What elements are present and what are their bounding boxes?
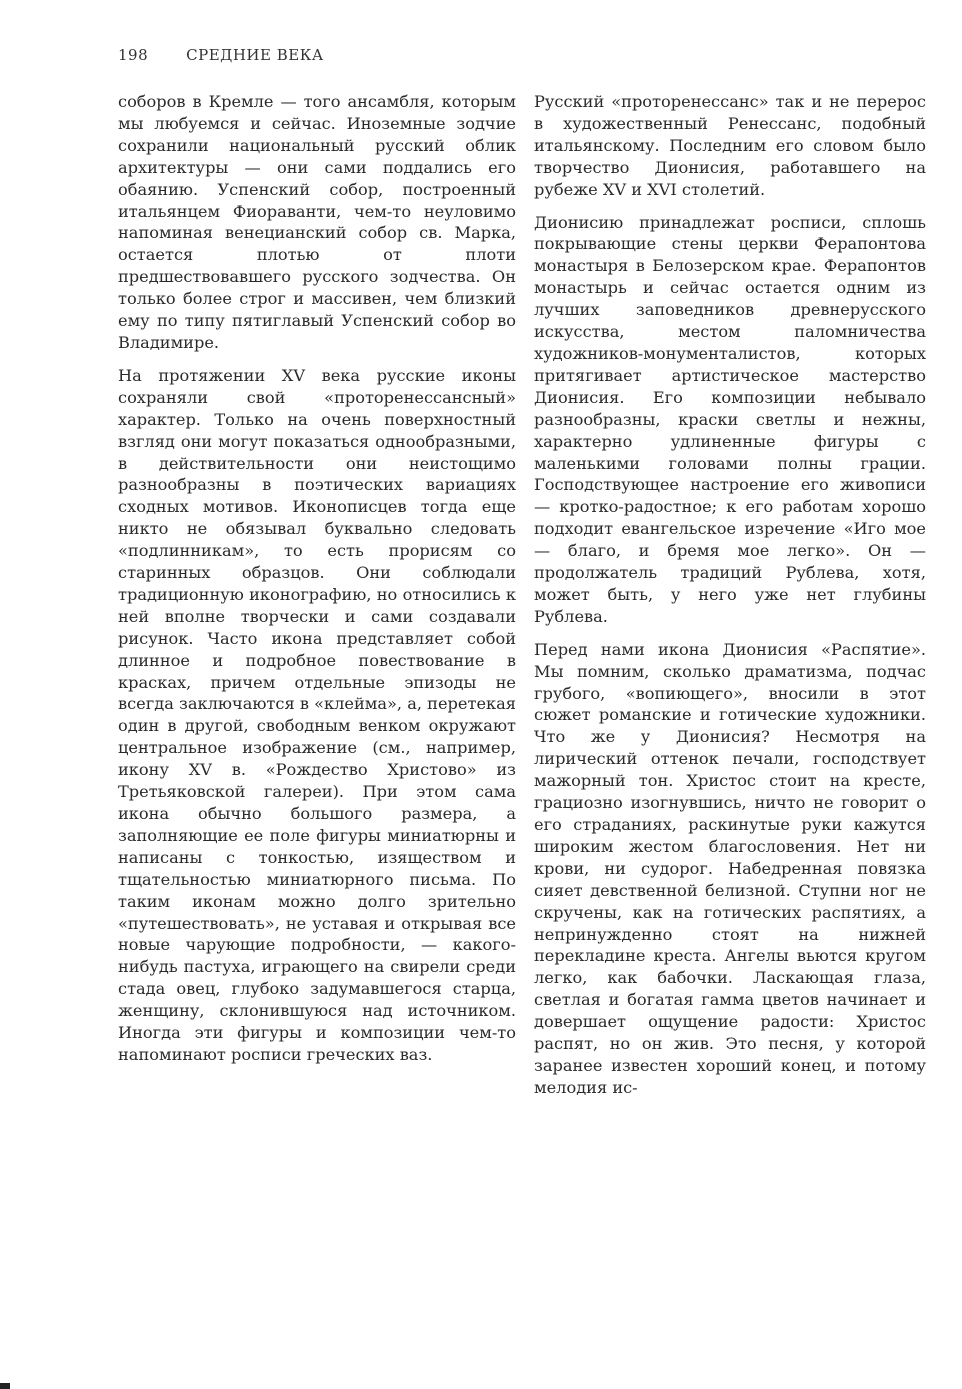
running-title: СРЕДНИЕ ВЕКА [186, 46, 324, 64]
paragraph: Дионисию принадлежат росписи, сплошь покрывающие стены церкви Ферапонтова монастыря в Белозерском крае. Ферапонтов монастырь и сейчас остается одним из лучших заповедников древнерусского искусства, местом паломничества художников-монументалистов, которых притягивает артистическое мастерство Дионисия. Его композиции небывало разнообразны, краски светлы и нежны, характерно удлиненные фигуры с маленькими головами полны грации. Господствующее настроение его живописи — кротко-радостное; к его работам хорошо подходит евангельское изречение «Иго мое — благо, и бремя мое легко». Он — продолжатель традиций Рублева, хотя, может быть, у него уже нет глубины Рублева. [534, 212, 926, 626]
right-column [534, 91, 926, 1110]
left-column [118, 91, 516, 1077]
running-header [118, 46, 324, 64]
scan-edge-mark [0, 1383, 10, 1389]
paragraph: На протяжении XV века русские иконы сохраняли свой «проторенессансный» характер. Только на очень поверхностный взгляд они могут показаться однообразными, в действительности они неистощимо разнообразны в поэтических вариациях сходных мотивов. Иконописцев тогда еще никто не обязывал буквально следовать «подлинникам», то есть прорисям со старинных образцов. Они соблюдали традиционную иконографию, но относились к ней вполне творчески и сами создавали рисунок. Часто икона представляет собой длинное и подробное повествование в красках, причем отдельные эпизоды не всегда заключаются в «клейма», а, перетекая один в другой, свободным венком окружают центральное изображение (см., например, икону XV в. «Рождество Христово» из Третьяковской галереи). При этом сама икона обычно большого размера, а заполняющие ее поле фигуры миниатюрны и написаны с тонкостью, изяществом и тщательностью миниатюрного письма. По таким иконам можно долго зрительно «путешествовать», не уставая и открывая все новые чарующие подробности, — какого-нибудь пастуха, играющего на свирели среди стада овец, глубоко задумавшегося старца, женщину, склонившуюся над источником. Иногда эти фигуры и композиции чем-то напоминают росписи греческих ваз. [118, 365, 516, 1064]
paragraph: Перед нами икона Дионисия «Распятие». Мы помним, сколько драматизма, подчас грубого, «вопиющего», вносили в этот сюжет романские и готические художники. Что же у Дионисия? Несмотря на лирический оттенок печали, господствует мажорный тон. Христос стоит на кресте, грациозно изогнувшись, ничто не говорит о его страданиях, раскинутые руки кажутся широким жестом благословения. Нет ни крови, ни судорог. Набедренная повязка сияет девственной белизной. Ступни ног не скручены, как на готических распятиях, а непринужденно стоят на нижней перекладине креста. Ангелы вьются кругом легко, как бабочки. Ласкающая глаза, светлая и богатая гамма цветов начинает и довершает ощущение радости: Христос распят, но он жив. Это песня, у которой заранее известен хороший конец, и потому мелодия ис- [534, 639, 926, 1097]
paragraph: соборов в Кремле — того ансамбля, которым мы любуемся и сейчас. Иноземные зодчие сохранили национальный русский облик архитектуры — они сами поддались его обаянию. Успенский собор, построенный итальянцем Фиораванти, чем-то неуловимо напоминая венецианский собор св. Марка, остается плотью от плоти предшествовавшего русского зодчества. Он только более строг и массивен, чем близкий ему по типу пятиглавый Успенский собор во Владимире. [118, 92, 516, 352]
page-number: 198 [118, 46, 149, 64]
paragraph: Русский «проторенессанс» так и не перерос в художественный Ренессанс, подобный итальянскому. Последним его словом было творчество Дионисия, работавшего на рубеже XV и XVI столетий. [534, 92, 926, 199]
